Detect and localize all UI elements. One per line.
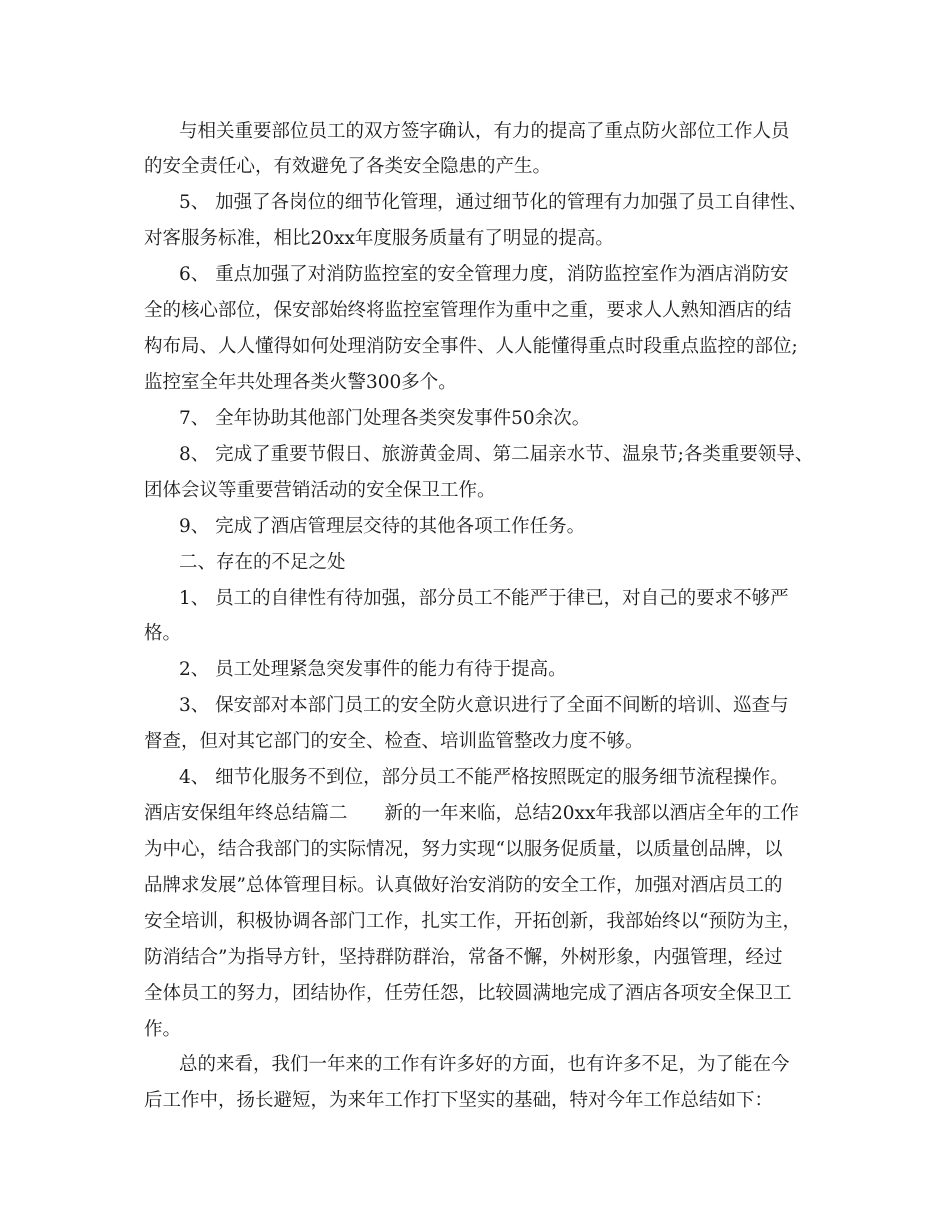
body-line: 为中心，结合我部门的实际情况，努力实现“以服务促质量，以质量创品牌，以 [144,839,783,860]
body-line: 监控室全年共处理各类火警300多个。 [144,372,457,393]
body-line: 全体员工的努力，团结协作，任劳任怨，比较圆满地完成了酒店各项安全保卫工 [144,983,792,1004]
body-line: 后工作中，扬长避短，为来年工作打下坚实的基础，特对今年工作总结如下： [144,1090,774,1111]
list-item-8: 8、 完成了重要节假日、旅游黄金周、第二届亲水节、温泉节;各类重要领导、 [179,444,814,465]
list-item-6: 6、 重点加强了对消防监控室的安全管理力度，消防监控室作为酒店消防安 [179,264,789,285]
body-line: 品牌求发展”总体管理目标。认真做好治安消防的安全工作，加强对酒店员工的 [144,875,783,896]
body-line: 作。 [144,1019,182,1040]
body-line: 督查，但对其它部门的安全、检查、培训监管整改力度不够。 [144,731,644,752]
list-item-4: 4、 细节化服务不到位，部分员工不能严格按照既定的服务细节流程操作。 [179,767,789,788]
list-item-1: 1、 员工的自律性有待加强，部分员工不能严于律已，对自己的要求不够严 [179,588,789,609]
list-item-5: 5、 加强了各岗位的细节化管理，通过细节化的管理有力加强了员工自律性、 [179,192,808,213]
body-line: 的安全责任心，有效避免了各类安全隐患的产生。 [144,156,552,177]
body-line: 与相关重要部位员工的双方签字确认，有力的提高了重点防火部位工作人员 [179,121,790,142]
body-line: 防消结合”为指导方针，坚持群防群治，常备不懈，外树形象，内强管理，经过 [144,947,783,968]
list-item-3: 3、 保安部对本部门员工的安全防火意识进行了全面不间断的培训、巡查与 [179,695,789,716]
body-line: 团体会议等重要营销活动的安全保卫工作。 [144,480,496,501]
section-heading: 二、存在的不足之处 [179,552,346,573]
list-item-2: 2、 员工处理紧急突发事件的能力有待于提高。 [179,659,567,680]
list-item-7: 7、 全年协助其他部门处理各类突发事件50余次。 [179,408,591,429]
body-line: 构布局、人人懂得如何处理消防安全事件、人人能懂得重点时段重点监控的部位; [144,336,798,357]
body-line: 格。 [144,623,182,644]
list-item-9: 9、 完成了酒店管理层交待的其他各项工作任务。 [179,516,586,537]
body-line: 对客服务标准，相比20xx年度服务质量有了明显的提高。 [144,228,614,249]
body-line: 酒店安保组年终总结篇二 新的一年来临，总结20xx年我部以酒店全年的工作 [144,803,799,824]
body-line: 总的来看，我们一年来的工作有许多好的方面，也有许多不足，为了能在今 [179,1054,790,1075]
body-line: 安全培训，积极协调各部门工作，扎实工作，开拓创新，我部始终以“预防为主， [144,911,801,932]
body-line: 全的核心部位，保安部始终将监控室管理作为重中之重，要求人人熟知酒店的结 [144,300,792,321]
